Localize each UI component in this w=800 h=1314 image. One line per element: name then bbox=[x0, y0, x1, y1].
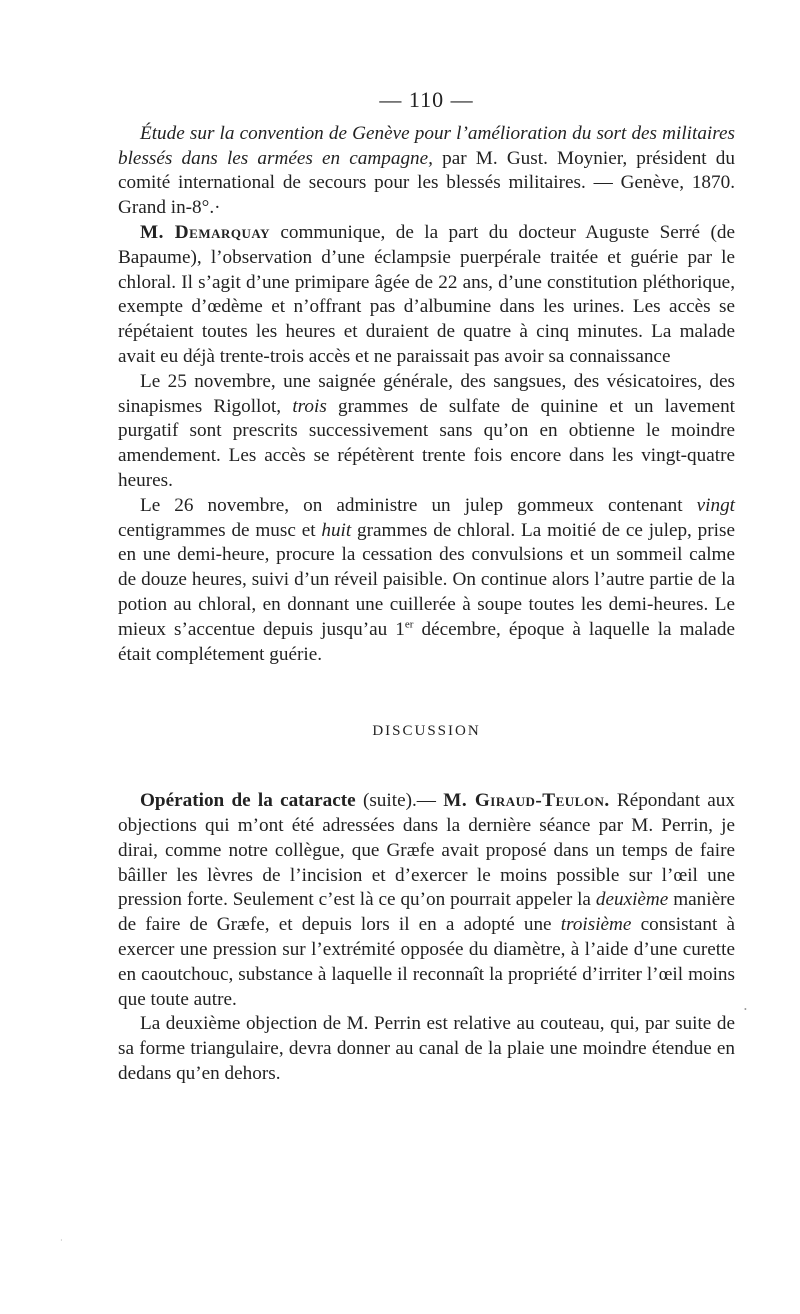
communication-paragraph-1: M. Demarquay communique, de la part du docteur Auguste Serré (de Bapaume), l’observation d’une éclampsie puerpérale traitée et guérie par le chloral. Il s’agit d’une primipare âgée de 22 ans, d’une constitution pléthorique, exempte d’œdème et n’offrant pas d’albumine dans les urines. Les accès se répétaient toutes les heures et duraient de quatre à cinq minutes. La malade avait eu déjà trente-trois accès et ne paraissait pas avoir sa connaissance bbox=[118, 221, 735, 367]
communication-paragraph-3: Le 26 novembre, on administre un julep gommeux contenant vingt centigrammes de musc et huit grammes de chloral. La moitié de ce julep, prise en une demi-heure, procure la cessation des convulsions et un sommeil calme de douze heures, suivi d’un réveil paisible. On continue alors l’autre partie de la potion au chloral, en donnant une cuillerée à soupe toutes les demi-heures. Le mieux s’accentue depuis jusqu’au 1er décembre, époque à laquelle la malade était complétement guérie. bbox=[118, 494, 736, 665]
paper-speck: • bbox=[744, 1005, 747, 1014]
discussion-paragraph-2: La deuxième objection de M. Perrin est relative au couteau, qui, par suite de sa forme triangulaire, devra donner au canal de la plaie une moindre étendue en dedans qu’en dehors. bbox=[118, 1013, 735, 1084]
page-number: — 110 — bbox=[379, 87, 474, 112]
paper-speck: · bbox=[60, 1236, 63, 1245]
discussion-topic: Opération de la cataracte bbox=[140, 790, 356, 812]
speaker-giraud-teulon: M. Giraud-Teulon. bbox=[443, 790, 610, 812]
bibliography-title: Étude sur la convention de Genève pour l’amélioration du sort des militaires blessés dans les armées en campagne, bbox=[118, 122, 735, 169]
document-page bbox=[118, 88, 735, 1087]
discussion-paragraph-1: Opération de la cataracte (suite).— M. Giraud-Teulon. Répondant aux objections qui m’ont été adressées dans la dernière séance par M. Perrin, je dirai, comme notre collègue, que Græfe avait proposé dans un temps de faire bâiller les lèvres de l’incision et d’exercer le moins possible sur l’œil une pression forte. Seulement c’est là ce qu’on pourrait appeler la deuxième manière de faire de Græfe, et depuis lors il en a adopté une troisième consistant à exercer une pression sur l’extrémité opposée du diamètre, à l’aide d’une curette en caoutchouc, substance à laquelle il reconnaît la propriété d’irriter l’œil moins que toute autre. bbox=[118, 790, 735, 1010]
communication-paragraph-2: Le 25 novembre, une saignée générale, des sangsues, des vésicatoires, des sinapismes Rigollot, trois grammes de sulfate de quinine et un lavement purgatif sont prescrits successivement sans qu’on en obtienne le moindre amendement. Les accès se répétèrent trente fois encore dans les vingt-quatre heures. bbox=[118, 370, 735, 491]
section-heading: DISCUSSION bbox=[372, 723, 481, 740]
bibliography-entry bbox=[118, 122, 735, 221]
speaker-demarquay: M. Demarquay bbox=[140, 221, 270, 243]
bibliography-details: par M. Gust. Moynier, président du comité international de secours pour les blessés militaires. — Genève, 1870. Grand in-8°.· bbox=[118, 147, 735, 219]
